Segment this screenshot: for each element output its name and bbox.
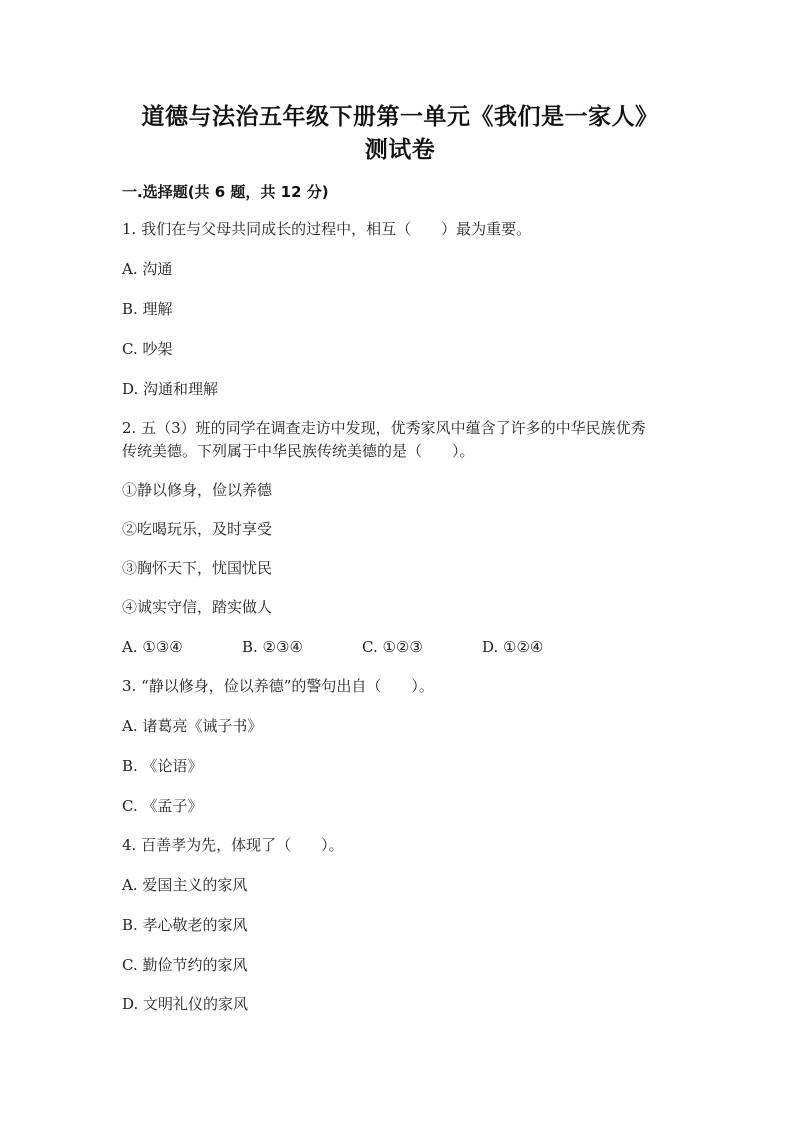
section-heading: 一.选择题(共 6 题，共 12 分) bbox=[122, 183, 329, 201]
question-2-option-c: C. ①②③ bbox=[362, 638, 423, 656]
question-2-stem-line1: 2. 五（3）班的同学在调查走访中发现，优秀家风中蕴含了许多的中华民族优秀 bbox=[122, 419, 646, 437]
question-1-option-d: D. 沟通和理解 bbox=[122, 380, 219, 398]
question-2-option-d: D. ①②④ bbox=[482, 638, 544, 656]
question-1-option-b: B. 理解 bbox=[122, 300, 173, 318]
question-1-option-c: C. 吵架 bbox=[122, 340, 173, 358]
page-subtitle: 测试卷 bbox=[364, 137, 436, 163]
question-3-option-b: B. 《论语》 bbox=[122, 757, 203, 775]
question-3-option-a: A. 诸葛亮《诫子书》 bbox=[122, 717, 263, 735]
question-2-statement-1: ①静以修身，俭以养德 bbox=[122, 481, 273, 499]
question-2-stem-line2: 传统美德。下列属于中华民族传统美德的是（ ）。 bbox=[122, 442, 475, 460]
question-4-option-a: A. 爱国主义的家风 bbox=[122, 876, 248, 894]
question-4-option-c: C. 勤俭节约的家风 bbox=[122, 956, 248, 974]
question-1-stem: 1. 我们在与父母共同成长的过程中，相互（ ）最为重要。 bbox=[122, 220, 532, 238]
question-4-option-b: B. 孝心敬老的家风 bbox=[122, 916, 248, 934]
question-2-statement-4: ④诚实守信，踏实做人 bbox=[122, 598, 273, 616]
question-2-statement-3: ③胸怀天下，忧国忧民 bbox=[122, 559, 273, 577]
question-4-stem: 4. 百善孝为先，体现了（ ）。 bbox=[122, 836, 344, 854]
question-2-statement-2: ②吃喝玩乐，及时享受 bbox=[122, 520, 273, 538]
question-2-option-b: B. ②③④ bbox=[242, 638, 303, 656]
page-title: 道德与法治五年级下册第一单元《我们是一家人》 bbox=[141, 104, 659, 130]
question-3-option-c: C. 《孟子》 bbox=[122, 797, 203, 815]
question-2-option-a: A. ①③④ bbox=[122, 638, 183, 656]
question-4-option-d: D. 文明礼仪的家风 bbox=[122, 995, 249, 1013]
question-3-stem: 3. “静以修身，俭以养德”的警句出自（ ）。 bbox=[122, 677, 434, 695]
question-2-options-row bbox=[122, 637, 602, 657]
question-1-option-a: A. 沟通 bbox=[122, 260, 173, 278]
